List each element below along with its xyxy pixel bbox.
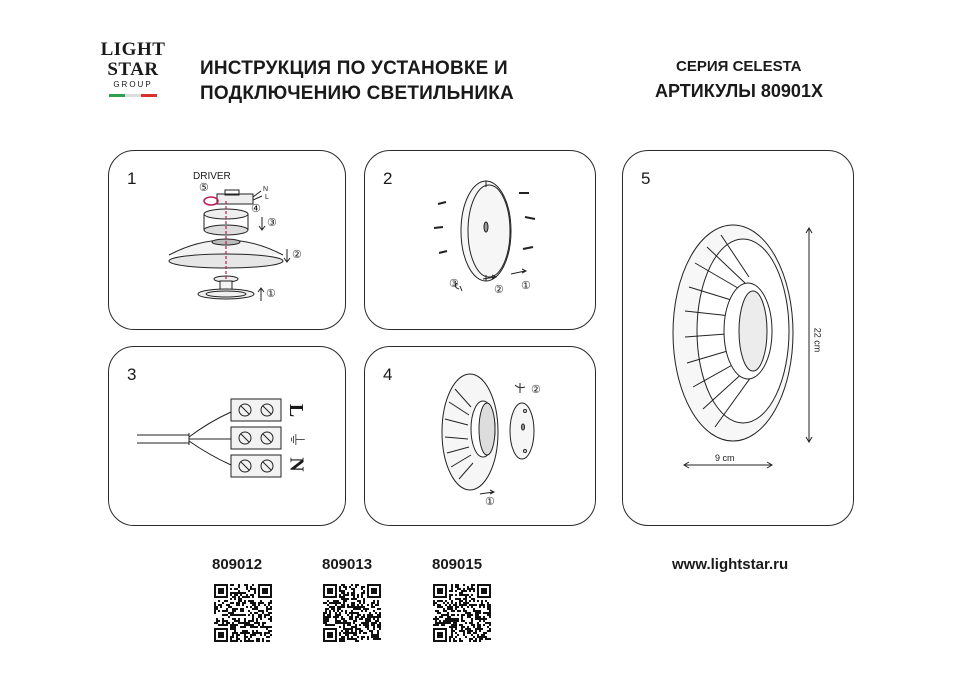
mounting-plate-diagram [365, 151, 595, 329]
brand-logo [100, 40, 166, 110]
panel-number: 4 [383, 365, 393, 384]
step-panel-1 [108, 150, 346, 330]
step-3-marker: ③ [449, 278, 459, 290]
article-code-1: 809012 [212, 556, 263, 573]
step-panel-2 [364, 150, 596, 330]
ground-icon: ⏚ [287, 431, 306, 448]
step-panel-4 [364, 346, 596, 526]
series-label: СЕРИЯ CELESTA [676, 58, 802, 75]
height-dimension: 22 cm [812, 327, 823, 353]
driver-label: DRIVER [193, 171, 231, 182]
step-2-marker: ② [494, 284, 504, 296]
step-1-marker: ① [266, 288, 276, 300]
step-5-marker: ⑤ [199, 182, 209, 194]
neutral-label: N [285, 457, 308, 472]
live-label: L [265, 194, 269, 201]
panel-number: 2 [383, 169, 393, 188]
title-line-1: ИНСТРУКЦИЯ ПО УСТАНОВКЕ И [200, 58, 508, 79]
step-panel-5 [622, 150, 854, 526]
article-label: АРТИКУЛЫ 80901X [655, 81, 823, 101]
qr-code-icon [214, 584, 272, 642]
step-2-marker: ② [531, 384, 541, 396]
website-link[interactable]: www.lightstar.ru [672, 556, 789, 573]
panel-number: 5 [641, 169, 651, 188]
qr-code-icon [323, 584, 381, 642]
neutral-label: N [263, 186, 269, 193]
step-4-marker: ④ [251, 203, 261, 215]
qr-code-icon [433, 584, 491, 642]
page-title [200, 56, 514, 106]
panel-number: 1 [127, 169, 137, 188]
step-1-marker: ① [521, 280, 531, 292]
panel-number: 3 [127, 365, 137, 384]
logo-line-2: STAR [107, 59, 159, 80]
step-panel-3 [108, 346, 346, 526]
article-code-2: 809013 [322, 556, 373, 573]
step-3-marker: ③ [267, 217, 277, 229]
step-2-marker: ② [292, 249, 302, 261]
step-1-marker: ① [485, 496, 495, 508]
title-line-2: ПОДКЛЮЧЕНИЮ СВЕТИЛЬНИКА [200, 83, 514, 104]
width-dimension: 9 cm [715, 453, 735, 463]
fixture-attach-diagram [365, 347, 595, 525]
logo-line-1: LIGHT [100, 39, 166, 60]
italian-flag-icon [109, 94, 157, 97]
live-label: L [285, 403, 308, 418]
article-code-3: 809015 [432, 556, 483, 573]
logo-line-3: GROUP [113, 80, 153, 89]
